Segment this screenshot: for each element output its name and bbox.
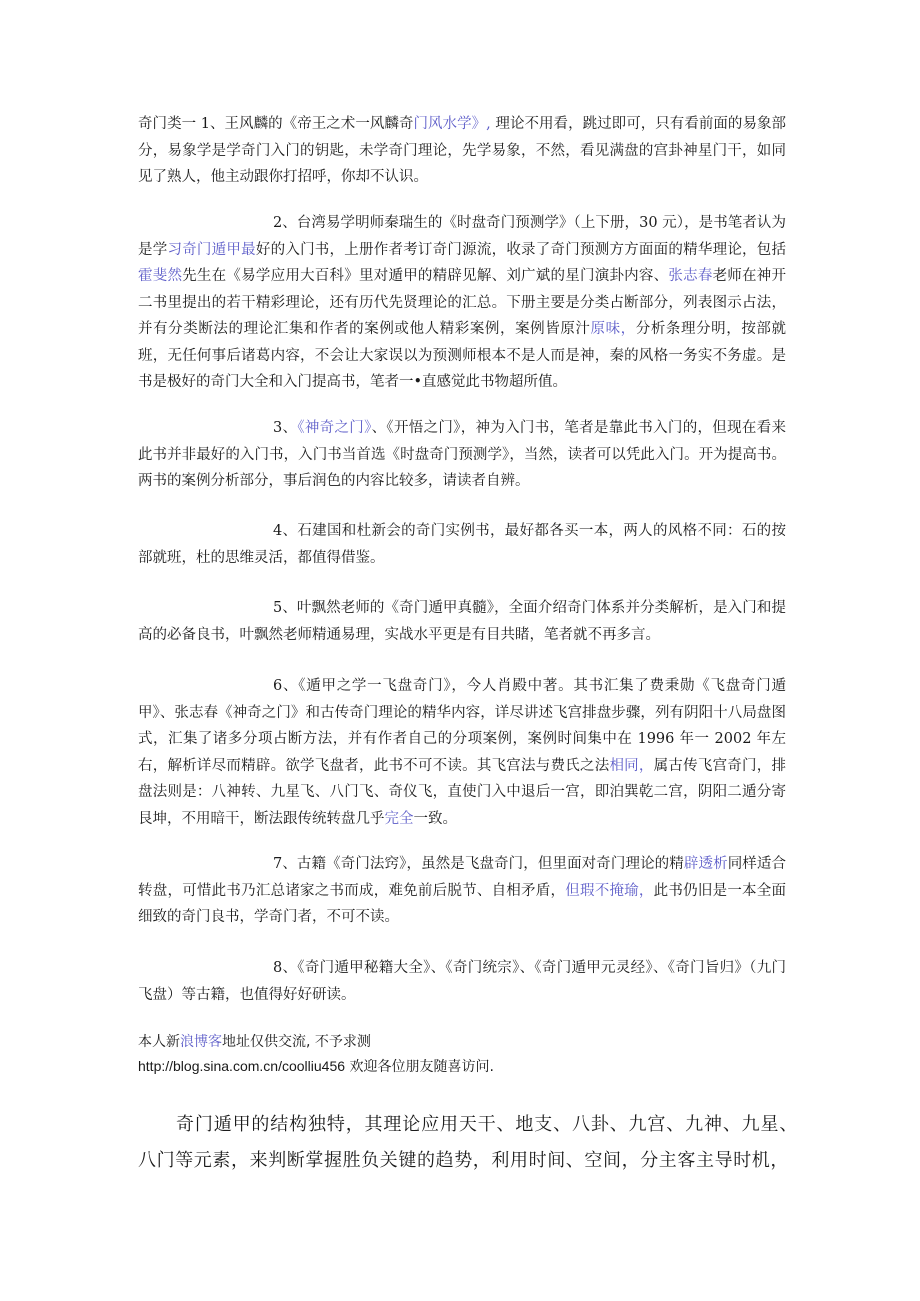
text: 一致。 bbox=[413, 810, 457, 827]
link-zhangzhichun[interactable]: 张志春 bbox=[668, 268, 713, 284]
text: 2、台湾易学明师秦瑞生的《时盘奇门预测学》（上下册，30 元），是书笔者认为是学 bbox=[138, 215, 786, 258]
link-xiabuyanyu[interactable]: 但瑕不掩瑜， bbox=[565, 882, 654, 899]
link-wanquan[interactable]: 完全 bbox=[384, 810, 414, 827]
link-pitouxi[interactable]: 辟透析 bbox=[683, 856, 728, 872]
link-qimen[interactable]: 习奇门遁甲最 bbox=[167, 241, 256, 258]
text: 分析条理分明，按部就班，无任何事后诸葛内容，不会让大家误以为预测师根本不是人而是神，秦的风格一务实不务虚。是书是极好的奇门大全和入门提高书，笔者一•直感觉此书物超所值。 bbox=[138, 321, 786, 390]
link-fengshui[interactable]: 门风水学》, bbox=[413, 116, 491, 132]
text: 8、《奇门遁甲秘籍大全》、《奇门统宗》、《奇门遁甲元灵经》、《奇门旨归》（九门飞盘）等古籍，也值得好好研读。 bbox=[138, 960, 786, 1003]
link-yuanwei[interactable]: 原味， bbox=[590, 321, 636, 337]
paragraph-8 bbox=[138, 955, 786, 1008]
text: 本人新 bbox=[138, 1034, 180, 1050]
text: 奇门类一 1、王风麟的《帝王之术一风麟奇 bbox=[138, 116, 414, 132]
text: 好的入门书，上册作者考订奇门源流，收录了奇门预测方方面面的精华理论，包括 bbox=[255, 241, 787, 258]
blog-note-line-1 bbox=[138, 1030, 786, 1054]
paragraph-7 bbox=[138, 851, 786, 931]
blog-url[interactable]: http://blog.sina.com.cn/coolliu456 bbox=[138, 1058, 346, 1074]
text: 、《开悟之门》，神为入门书，笔者是靠此书入门的，但现在看来此书并非最好的入门书，入门书当首选《时盘奇门预测学》，当然，读者可以凭此入门。开为提高书。两书的案例分析部分，事后润色的内容比较多，请读者自辨。 bbox=[138, 420, 786, 489]
paragraph-3 bbox=[138, 415, 786, 495]
paragraph-6 bbox=[138, 673, 786, 832]
blog-note-line-2 bbox=[138, 1054, 786, 1079]
text: 7、古籍《奇门法窍》，虽然是飞盘奇门，但里面对奇门理论的精 bbox=[273, 856, 684, 872]
link-huofeiran[interactable]: 霍斐然 bbox=[138, 268, 183, 284]
text: 同样适合转盘，可惜此书乃汇总诸家之书而成，难免前后脱节、自相矛盾， bbox=[138, 856, 787, 899]
text: 先生在《易学应用大百科》里对遁甲的精辟见解、刘广斌的星门演卦内容、 bbox=[182, 268, 669, 284]
text: 3、 bbox=[273, 420, 298, 436]
paragraph-4 bbox=[138, 518, 786, 571]
text: 此书仍旧是一本全面细致的奇门良书，学奇门者，不可不读。 bbox=[138, 882, 787, 925]
paragraph-2 bbox=[138, 210, 786, 396]
text: 地址仅供交流, 不予求测 bbox=[222, 1034, 371, 1050]
paragraph-5 bbox=[138, 595, 786, 648]
bottom-paragraph: 奇门遁甲的结构独特，其理论应用天干、地支、八卦、九宫、九神、九星、八门等元素，来判断掌握胜负关键的趋势，利用时间、空间，分主客主导时机， bbox=[138, 1114, 798, 1171]
link-sina-blog[interactable]: 浪博客 bbox=[180, 1034, 222, 1050]
paragraph-1 bbox=[138, 111, 786, 191]
blog-note bbox=[138, 1030, 786, 1079]
text: 理论不用看，跳过即可，只有看前面的易象部分，易象学是学奇门入门的钥匙，未学奇门理论，先学易象，不然，看见满盘的宫卦神星门干，如同见了熟人，他主动跟你打招呼，你却不认识。 bbox=[138, 116, 787, 185]
link-xiangtong[interactable]: 相同， bbox=[609, 757, 654, 774]
text: 老师在神开二书里提出的若干精彩理论，还有历代先贤理论的汇总。下册主要是分类占断部分，列表图示占法，并有分类断法的理论汇集和作者的案例或他人精彩案例，案例皆原汁 bbox=[138, 268, 787, 337]
text: 6、《遁甲之学一飞盘奇门》，今人肖殿中著。其书汇集了费秉勋《飞盘奇门遁甲》、张志春《神奇之门》和古传奇门理论的精华内容，详尽讲述飞宫排盘步骤，列有阴阳十八局盘图式，汇集了诸多分项占断方法，并有作者自己的分项案例，案例时间集中在 1996 年一 2002 年左右，解析详尽而精辟。欲学飞盘者，此书不可不读。其飞宫法与费氏之法 bbox=[138, 678, 786, 774]
text: 属古传飞宫奇门，排盘法则是：八神转、九星飞、八门飞、奇仪飞，直使门入中退后一宫，即泊巽乾二宫，阴阳二遁分寄艮坤，不用暗干，断法跟传统转盘几乎 bbox=[138, 757, 787, 827]
text: 4、石建国和杜新会的奇门实例书，最好都各买一本，两人的风格不同：石的按部就班，杜的思维灵活，都值得借鉴。 bbox=[138, 523, 786, 566]
text: 欢迎各位朋友随喜访问. bbox=[345, 1059, 494, 1075]
link-shenqizhimen[interactable]: 《神奇之门》 bbox=[297, 420, 372, 436]
text: 5、叶飘然老师的《奇门遁甲真髓》，全面介绍奇门体系并分类解析，是入门和提高的必备良书，叶飘然老师精通易理，实战水平更是有目共睹，笔者就不再多言。 bbox=[138, 600, 786, 643]
